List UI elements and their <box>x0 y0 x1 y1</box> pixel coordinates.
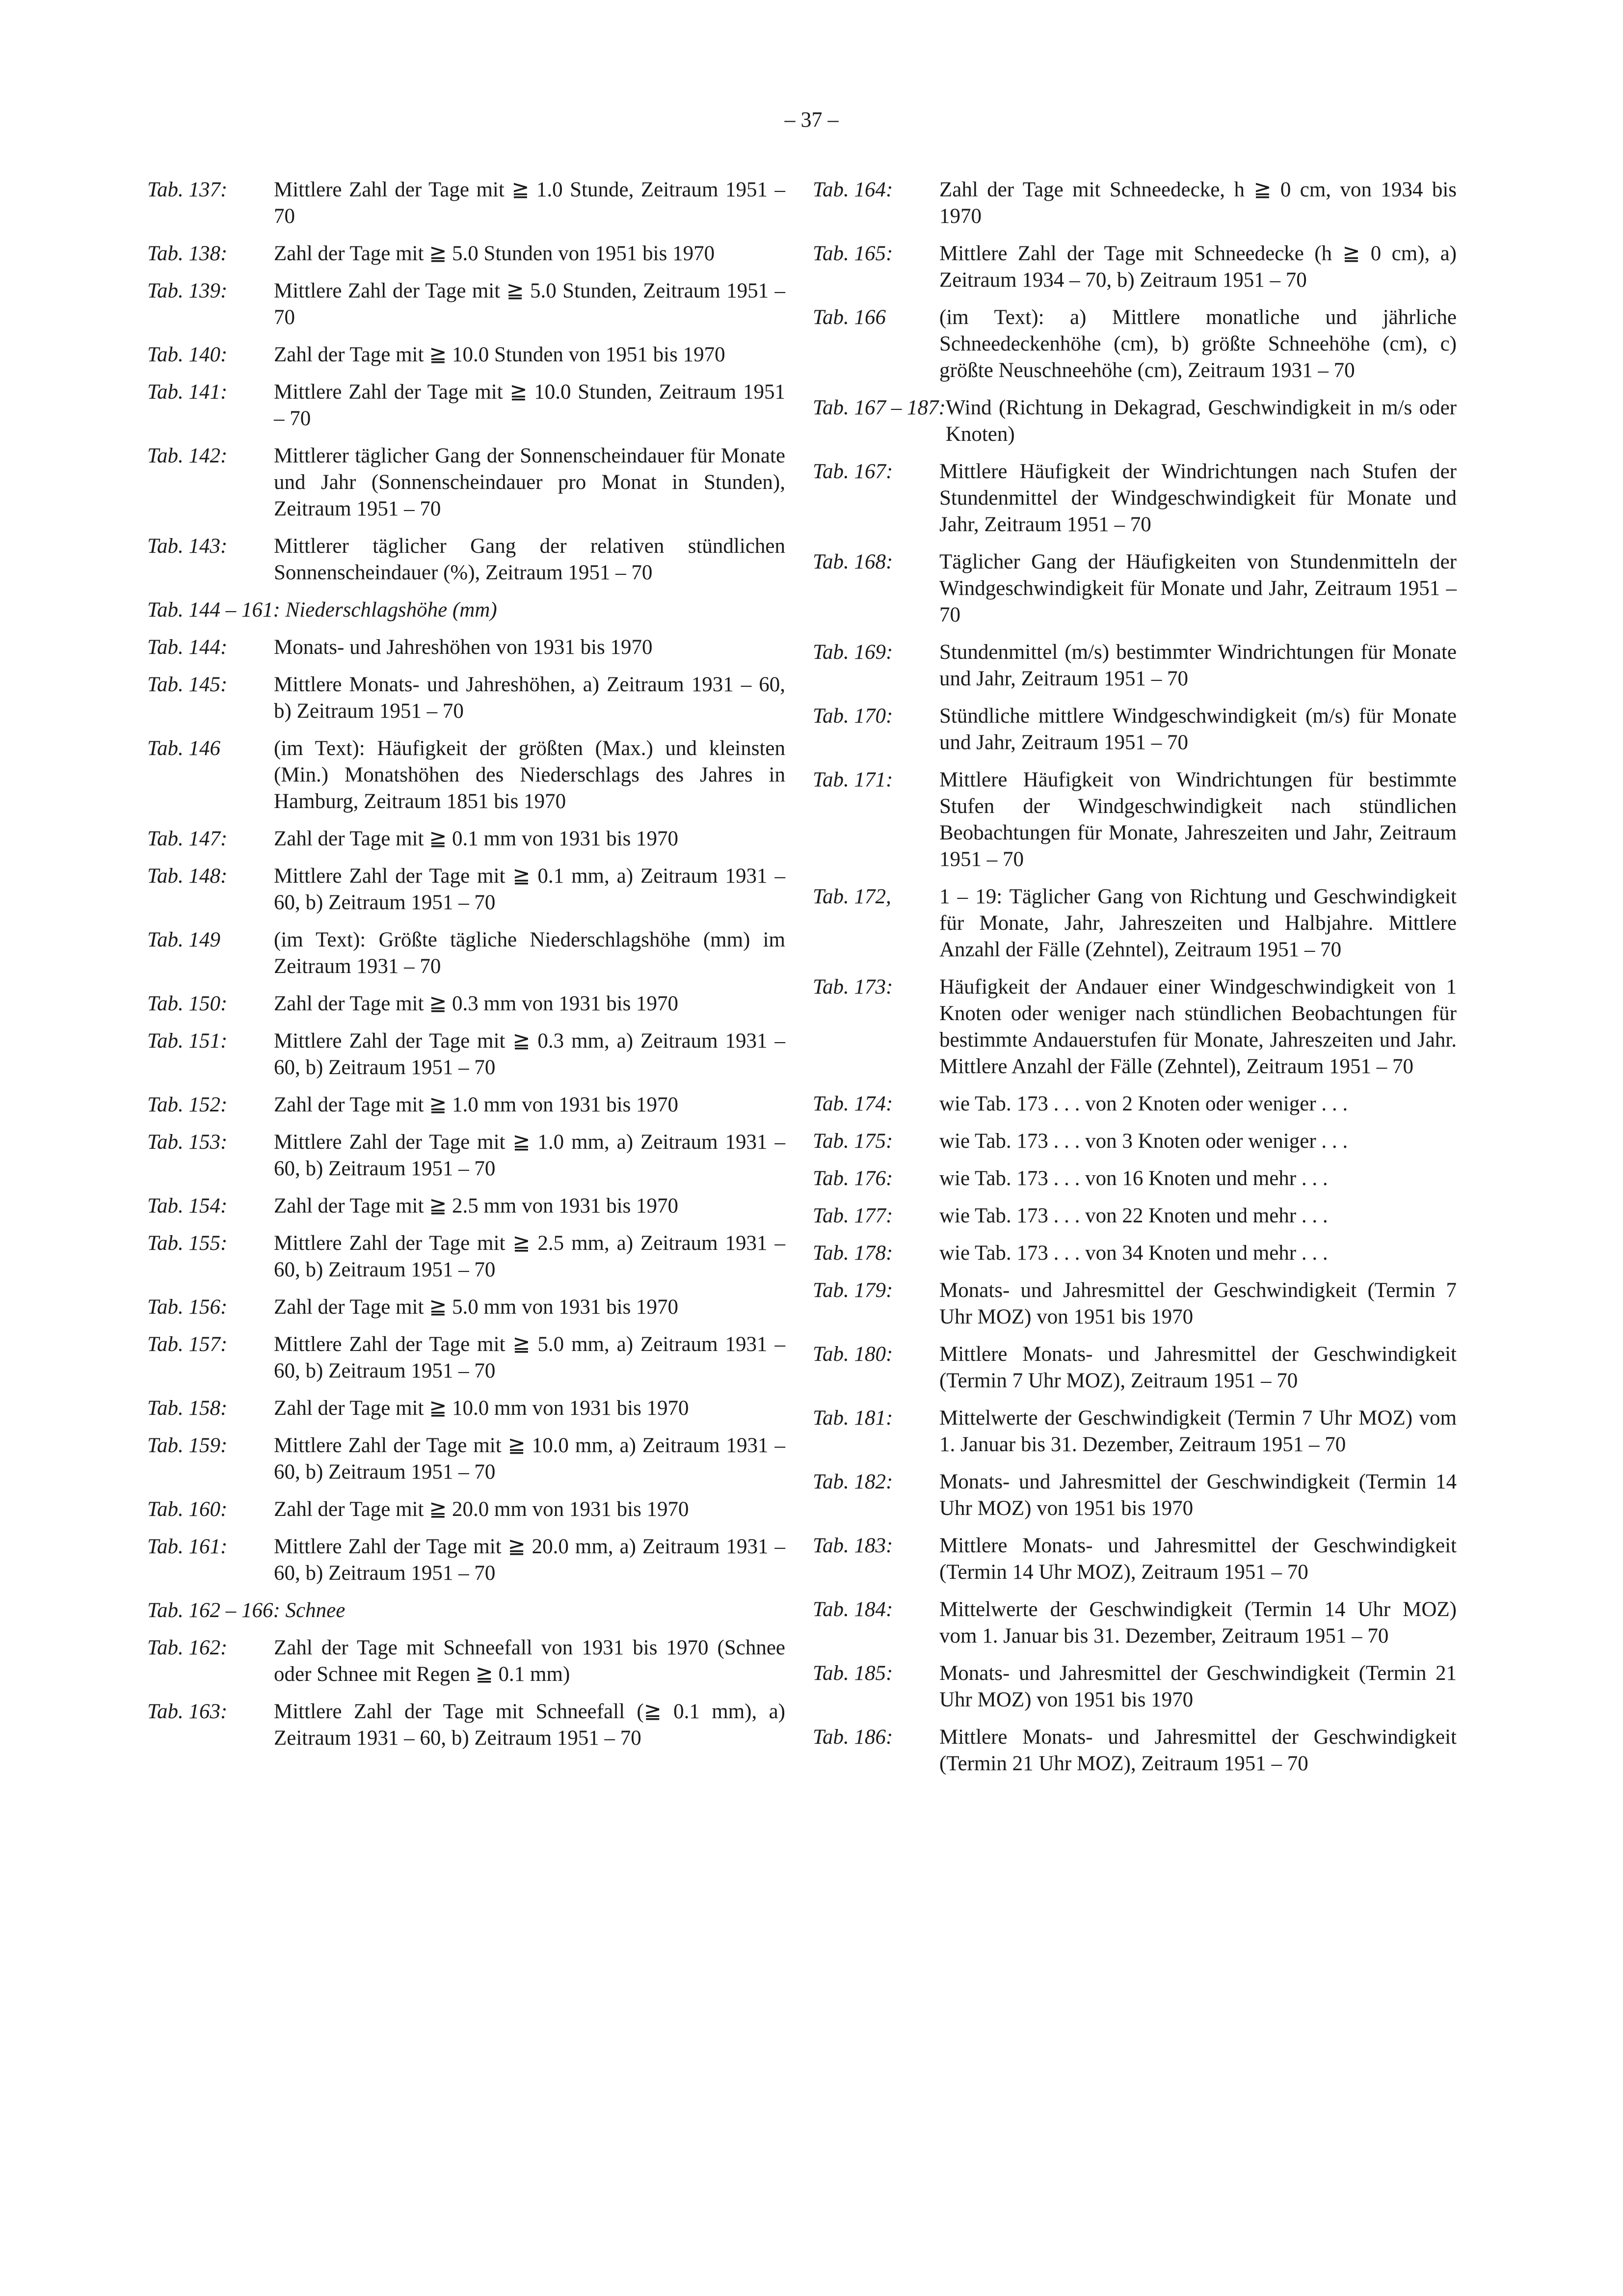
table-entry <box>813 639 1457 692</box>
table-list-right-column <box>813 177 1457 1788</box>
table-description: Häufigkeit der Andauer einer Windgeschwindigkeit von 1 Knoten oder weniger nach stündlichen Beobachtungen für bestimmte Andauerstufen für Monate, Jahreszeiten und Jahr. Mittlere Anzahl der Fälle (Zehntel), Zeitraum 1951 – 70 <box>939 975 1457 1078</box>
table-number-label: Tab. 151: <box>147 1029 228 1053</box>
table-entry <box>147 1534 785 1587</box>
table-entry <box>813 1596 1457 1649</box>
table-description: Stündliche mittlere Windgeschwindigkeit (m/s) für Monate und Jahr, Zeitraum 1951 – 70 <box>939 704 1457 754</box>
table-entry <box>147 278 785 331</box>
table-description: Monats- und Jahresmittel der Geschwindigkeit (Termin 7 Uhr MOZ) von 1951 bis 1970 <box>939 1279 1457 1328</box>
table-number-label: Tab. 186: <box>813 1726 893 1749</box>
table-description: Zahl der Tage mit ≧ 1.0 mm von 1931 bis 1970 <box>274 1093 679 1116</box>
table-entry <box>813 1469 1457 1522</box>
table-entry <box>147 634 785 661</box>
table-description: Zahl der Tage mit Schneedecke, h ≧ 0 cm, von 1934 bis 1970 <box>939 178 1457 228</box>
table-entry <box>147 927 785 980</box>
table-description: Zahl der Tage mit ≧ 2.5 mm von 1931 bis 1970 <box>274 1194 679 1217</box>
table-description: Mittlere Häufigkeit der Windrichtungen nach Stufen der Stundenmittel der Windgeschwindigkeit für Monate und Jahr, Zeitraum 1951 – 70 <box>939 460 1457 536</box>
table-description: Schnee <box>280 1599 346 1622</box>
table-description: Mittlere Zahl der Tage mit Schneefall (≧ 0.1 mm), a) Zeitraum 1931 – 60, b) Zeitraum 1951 – 70 <box>274 1700 785 1750</box>
table-number-label: Tab. 168: <box>813 550 893 573</box>
table-entry <box>147 1635 785 1688</box>
table-entry <box>813 395 1457 448</box>
table-entry <box>813 459 1457 538</box>
table-entry <box>147 177 785 230</box>
table-number-label: Tab. 182: <box>813 1470 893 1493</box>
table-number-label: Tab. 160: <box>147 1498 228 1521</box>
table-description: Mittlere Häufigkeit von Windrichtungen für bestimmte Stufen der Windgeschwindigkeit nach stündlichen Beobachtungen für Monate, Jahreszeiten und Jahr, Zeitraum 1951 – 70 <box>939 768 1457 871</box>
table-entry <box>147 1092 785 1118</box>
table-entry <box>813 974 1457 1080</box>
table-entry <box>147 735 785 815</box>
table-description: (im Text): Häufigkeit der größten (Max.) und kleinsten (Min.) Monatshöhen des Niederschlags des Jahres in Hamburg, Zeitraum 1851 bis 1970 <box>274 737 785 813</box>
table-description: wie Tab. 173 . . . von 2 Knoten oder weniger . . . <box>939 1092 1348 1115</box>
table-description: Zahl der Tage mit ≧ 0.1 mm von 1931 bis 1970 <box>274 827 679 850</box>
table-entry <box>813 1277 1457 1330</box>
table-number-label: Tab. 141: <box>147 380 228 404</box>
table-description: Mittlere Monats- und Jahresmittel der Geschwindigkeit (Termin 14 Uhr MOZ), Zeitraum 1951 – 70 <box>939 1534 1457 1584</box>
table-entry <box>147 1028 785 1081</box>
table-number-label: Tab. 183: <box>813 1534 893 1557</box>
table-entry <box>147 1496 785 1523</box>
table-number-label: Tab. 167: <box>813 460 893 483</box>
table-description: Zahl der Tage mit ≧ 10.0 Stunden von 1951 bis 1970 <box>274 343 725 366</box>
table-entry <box>813 1660 1457 1713</box>
table-number-label: Tab. 173: <box>813 975 893 999</box>
table-number-label: Tab. 137: <box>147 178 228 201</box>
table-number-label: Tab. 177: <box>813 1204 893 1227</box>
table-number-label: Tab. 139: <box>147 279 228 302</box>
table-description: wie Tab. 173 . . . von 22 Knoten und mehr . . . <box>939 1204 1328 1227</box>
table-description: Wind (Richtung in Dekagrad, Geschwindigkeit in m/s oder Knoten) <box>945 396 1457 446</box>
table-entry <box>813 1341 1457 1394</box>
table-description: Zahl der Tage mit Schneefall von 1931 bis 1970 (Schnee oder Schnee mit Regen ≧ 0.1 mm) <box>274 1636 785 1686</box>
table-description: Mittelwerte der Geschwindigkeit (Termin 7 Uhr MOZ) vom 1. Januar bis 31. Dezember, Zeitraum 1951 – 70 <box>939 1406 1457 1456</box>
page-number: – 37 – <box>784 108 839 132</box>
table-description: Monats- und Jahresmittel der Geschwindigkeit (Termin 21 Uhr MOZ) von 1951 bis 1970 <box>939 1662 1457 1711</box>
table-number-label: Tab. 179: <box>813 1279 893 1302</box>
table-description: Zahl der Tage mit ≧ 5.0 mm von 1931 bis 1970 <box>274 1296 679 1319</box>
table-description: Monats- und Jahreshöhen von 1931 bis 1970 <box>274 636 653 659</box>
table-description: wie Tab. 173 . . . von 3 Knoten oder weniger . . . <box>939 1130 1348 1153</box>
table-number-label: Tab. 163: <box>147 1700 228 1723</box>
table-entry <box>147 863 785 916</box>
table-entry <box>813 1240 1457 1267</box>
table-number-label: Tab. 165: <box>813 242 893 265</box>
table-entry <box>147 1395 785 1422</box>
table-description: Zahl der Tage mit ≧ 10.0 mm von 1931 bis 1970 <box>274 1397 689 1420</box>
table-description: Mittlere Zahl der Tage mit ≧ 10.0 Stunden, Zeitraum 1951 – 70 <box>274 380 785 430</box>
table-number-label: Tab. 178: <box>813 1242 893 1265</box>
table-entry <box>147 241 785 267</box>
table-description: Mittlere Zahl der Tage mit ≧ 0.1 mm, a) Zeitraum 1931 – 60, b) Zeitraum 1951 – 70 <box>274 864 785 914</box>
table-description: Mittlere Zahl der Tage mit ≧ 20.0 mm, a) Zeitraum 1931 – 60, b) Zeitraum 1951 – 70 <box>274 1535 785 1585</box>
table-number-label: Tab. 155: <box>147 1232 228 1255</box>
table-number-label: Tab. 171: <box>813 768 893 791</box>
table-entry <box>147 342 785 368</box>
table-number-label: Tab. 181: <box>813 1406 893 1430</box>
table-description: Mittlere Zahl der Tage mit ≧ 5.0 Stunden, Zeitraum 1951 – 70 <box>274 279 785 329</box>
table-entry <box>813 304 1457 384</box>
table-entry <box>813 241 1457 294</box>
table-description: Mittlere Zahl der Tage mit ≧ 1.0 mm, a) Zeitraum 1931 – 60, b) Zeitraum 1951 – 70 <box>274 1131 785 1180</box>
table-number-label: Tab. 158: <box>147 1397 228 1420</box>
table-entry <box>147 1230 785 1283</box>
table-number-label: Tab. 148: <box>147 864 228 888</box>
table-entry <box>813 767 1457 873</box>
table-description: (im Text): a) Mittlere monatliche und jährliche Schneedeckenhöhe (cm), b) größte Schneehöhe (cm), c) größte Neuschneehöhe (cm), Zeitraum 1931 – 70 <box>939 306 1457 382</box>
table-description: Mittlerer täglicher Gang der relativen stündlichen Sonnenscheindauer (%), Zeitraum 1951 – 70 <box>274 535 785 584</box>
table-number-label: Tab. 164: <box>813 178 893 201</box>
section-heading <box>147 597 785 623</box>
table-number-label: Tab. 176: <box>813 1167 893 1190</box>
table-entry <box>147 1294 785 1321</box>
table-number-label: Tab. 184: <box>813 1598 893 1621</box>
table-entry <box>813 177 1457 230</box>
table-number-label: Tab. 152: <box>147 1093 228 1116</box>
table-number-label: Tab. 150: <box>147 992 228 1015</box>
table-number-label: Tab. 170: <box>813 704 893 728</box>
table-number-label: Tab. 156: <box>147 1296 228 1319</box>
table-number-label: Tab. 144 – 161: <box>147 598 280 621</box>
table-number-label: Tab. 143: <box>147 535 228 558</box>
table-number-label: Tab. 174: <box>813 1092 893 1115</box>
table-description: Mittlere Monats- und Jahresmittel der Geschwindigkeit (Termin 7 Uhr MOZ), Zeitraum 1951 – 70 <box>939 1343 1457 1392</box>
table-entry <box>147 379 785 432</box>
table-description: Mittlere Zahl der Tage mit ≧ 5.0 mm, a) Zeitraum 1931 – 60, b) Zeitraum 1951 – 70 <box>274 1333 785 1382</box>
table-entry <box>813 1533 1457 1586</box>
table-number-label: Tab. 159: <box>147 1434 228 1457</box>
table-number-label: Tab. 140: <box>147 343 228 366</box>
table-entry <box>813 549 1457 628</box>
table-number-label: Tab. 157: <box>147 1333 228 1356</box>
table-number-label: Tab. 144: <box>147 636 228 659</box>
table-entry <box>147 1432 785 1486</box>
table-description: Mittlerer täglicher Gang der Sonnenscheindauer für Monate und Jahr (Sonnenscheindauer pro Monat in Stunden), Zeitraum 1951 – 70 <box>274 444 785 520</box>
table-entry <box>147 533 785 586</box>
table-description: Mittlere Zahl der Tage mit ≧ 10.0 mm, a) Zeitraum 1931 – 60, b) Zeitraum 1951 – 70 <box>274 1434 785 1484</box>
table-number-label: Tab. 169: <box>813 641 893 664</box>
table-number-label: Tab. 185: <box>813 1662 893 1685</box>
table-entry <box>813 884 1457 963</box>
table-number-label: Tab. 172, <box>813 885 891 908</box>
table-description: Zahl der Tage mit ≧ 20.0 mm von 1931 bis 1970 <box>274 1498 689 1521</box>
table-description: Zahl der Tage mit ≧ 0.3 mm von 1931 bis 1970 <box>274 992 679 1015</box>
table-description: Mittlere Monats- und Jahresmittel der Geschwindigkeit (Termin 21 Uhr MOZ), Zeitraum 1951 – 70 <box>939 1726 1457 1775</box>
table-description: Mittlere Monats- und Jahreshöhen, a) Zeitraum 1931 – 60, b) Zeitraum 1951 – 70 <box>274 673 785 723</box>
table-number-label: Tab. 149 <box>147 928 220 951</box>
table-description: wie Tab. 173 . . . von 16 Knoten und mehr . . . <box>939 1167 1328 1190</box>
table-entry <box>813 1724 1457 1777</box>
table-number-label: Tab. 166 <box>813 306 886 329</box>
table-number-label: Tab. 153: <box>147 1131 228 1154</box>
table-description: Mittlere Zahl der Tage mit Schneedecke (h ≧ 0 cm), a) Zeitraum 1934 – 70, b) Zeitraum 1951 – 70 <box>939 242 1457 292</box>
table-description: Täglicher Gang der Häufigkeiten von Stundenmitteln der Windgeschwindigkeit für Monate und Jahr, Zeitraum 1951 – 70 <box>939 550 1457 626</box>
table-entry <box>813 1128 1457 1155</box>
table-description: (im Text): Größte tägliche Niederschlagshöhe (mm) im Zeitraum 1931 – 70 <box>274 928 785 978</box>
table-number-label: Tab. 162: <box>147 1636 228 1659</box>
table-entry <box>147 826 785 852</box>
table-description: Mittlere Zahl der Tage mit ≧ 0.3 mm, a) Zeitraum 1931 – 60, b) Zeitraum 1951 – 70 <box>274 1029 785 1079</box>
table-entry <box>813 1203 1457 1229</box>
table-description: wie Tab. 173 . . . von 34 Knoten und mehr . . . <box>939 1242 1328 1265</box>
table-description: Mittlere Zahl der Tage mit ≧ 1.0 Stunde, Zeitraum 1951 – 70 <box>274 178 785 228</box>
table-number-label: Tab. 142: <box>147 444 228 467</box>
table-number-label: Tab. 147: <box>147 827 228 850</box>
table-list-left-column <box>147 177 785 1762</box>
table-number-label: Tab. 180: <box>813 1343 893 1366</box>
table-entry <box>147 1699 785 1752</box>
table-number-label: Tab. 175: <box>813 1130 893 1153</box>
table-number-label: Tab. 146 <box>147 737 220 760</box>
table-number-label: Tab. 154: <box>147 1194 228 1217</box>
table-entry <box>147 672 785 725</box>
table-description: Niederschlagshöhe (mm) <box>280 598 497 621</box>
table-entry <box>813 1165 1457 1192</box>
table-entry <box>813 1091 1457 1117</box>
table-entry <box>147 443 785 522</box>
table-description: Stundenmittel (m/s) bestimmter Windrichtungen für Monate und Jahr, Zeitraum 1951 – 70 <box>939 641 1457 690</box>
table-entry <box>147 1129 785 1182</box>
table-description: Zahl der Tage mit ≧ 5.0 Stunden von 1951 bis 1970 <box>274 242 715 265</box>
table-number-label: Tab. 161: <box>147 1535 228 1558</box>
table-number-label: Tab. 162 – 166: <box>147 1599 280 1622</box>
table-description: Monats- und Jahresmittel der Geschwindigkeit (Termin 14 Uhr MOZ) von 1951 bis 1970 <box>939 1470 1457 1520</box>
table-number-label: Tab. 138: <box>147 242 228 265</box>
table-entry <box>147 991 785 1017</box>
table-description: Mittelwerte der Geschwindigkeit (Termin 14 Uhr MOZ) vom 1. Januar bis 31. Dezember, Zeitraum 1951 – 70 <box>939 1598 1457 1648</box>
table-number-label: Tab. 167 – 187: <box>813 396 946 419</box>
table-description: Mittlere Zahl der Tage mit ≧ 2.5 mm, a) Zeitraum 1931 – 60, b) Zeitraum 1951 – 70 <box>274 1232 785 1281</box>
table-entry <box>147 1193 785 1219</box>
table-entry <box>147 1331 785 1384</box>
table-entry <box>813 703 1457 756</box>
section-heading <box>147 1597 785 1624</box>
table-description: 1 – 19: Täglicher Gang von Richtung und Geschwindigkeit für Monate, Jahr, Jahreszeiten und Halbjahre. Mittlere Anzahl der Fälle (Zehntel), Zeitraum 1951 – 70 <box>939 885 1457 961</box>
table-number-label: Tab. 145: <box>147 673 228 696</box>
table-entry <box>813 1405 1457 1458</box>
